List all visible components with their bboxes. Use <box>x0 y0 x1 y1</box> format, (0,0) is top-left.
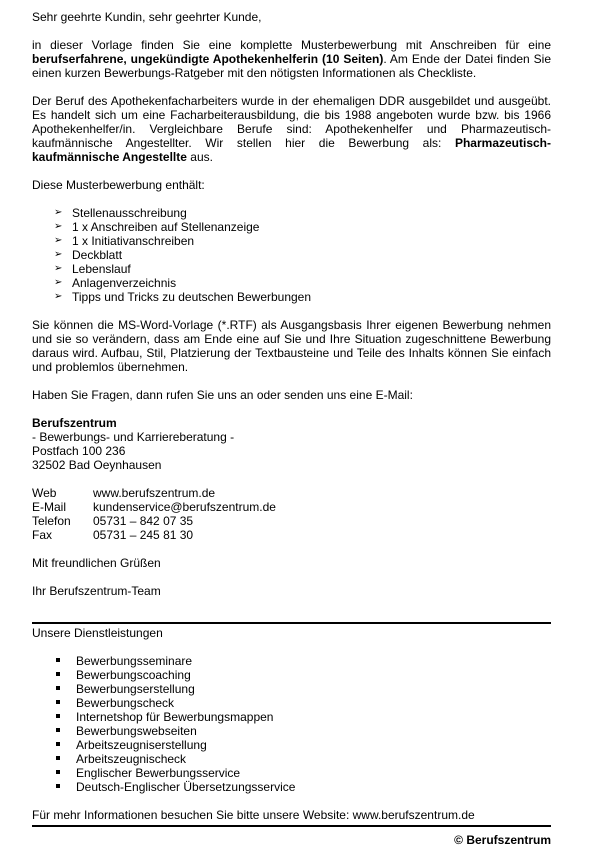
list-item: Bewerbungscheck <box>56 696 551 710</box>
services-heading: Unsere Dienstleistungen <box>32 626 163 640</box>
intro-paragraph <box>32 38 551 80</box>
contact-row-email: E-Mail kundenservice@berufszentrum.de <box>32 500 276 514</box>
list-item: Deutsch-Englischer Übersetzungsservice <box>56 780 551 794</box>
intro-text-1: in dieser Vorlage finden Sie eine komplette Musterbewerbung mit Anschreiben für eine <box>32 38 551 52</box>
square-bullet-icon <box>56 728 60 732</box>
company-subtitle: - Bewerbungs- und Karriereberatung - <box>32 430 235 444</box>
list-item: Englischer Bewerbungsservice <box>56 766 551 780</box>
square-bullet-icon <box>56 700 60 704</box>
questions-paragraph: Haben Sie Fragen, dann rufen Sie uns an oder senden uns eine E-Mail: <box>32 388 413 402</box>
square-bullet-icon <box>56 756 60 760</box>
intro-bold-1: berufserfahrene, ungekündigte Apothekenhelferin (10 Seiten) <box>32 52 384 66</box>
copyright: © Berufszentrum <box>454 833 551 847</box>
phone-number: 05731 – 842 07 35 <box>93 514 194 528</box>
profession-bold: Pharmazeutisch-kaufmännische Angestellte <box>32 136 551 164</box>
list-item: ➢ 1 x Initiativanschreiben <box>54 234 195 248</box>
square-bullet-icon <box>56 784 60 788</box>
square-bullet-icon <box>56 672 60 676</box>
arrowhead-bullet-icon: ➢ <box>54 221 63 232</box>
list-item: Arbeitszeugniserstellung <box>56 738 551 752</box>
square-bullet-icon <box>56 714 60 718</box>
services-list <box>32 654 551 794</box>
closing: Mit freundlichen Grüßen <box>32 556 161 570</box>
email-link[interactable]: kundenservice@berufszentrum.de <box>93 500 276 514</box>
list-item: Arbeitszeugnischeck <box>56 752 551 766</box>
arrowhead-bullet-icon: ➢ <box>54 291 63 302</box>
square-bullet-icon <box>56 742 60 746</box>
divider-top <box>32 622 551 624</box>
arrowhead-bullet-icon: ➢ <box>54 249 63 260</box>
profession-text-2: aus. <box>186 150 213 164</box>
list-item: ➢ Deckblatt <box>54 248 123 262</box>
arrowhead-bullet-icon: ➢ <box>54 207 63 218</box>
list-item: ➢ Tipps und Tricks zu deutschen Bewerbungen <box>54 290 312 304</box>
fax-number: 05731 – 245 81 30 <box>93 528 194 542</box>
list-item: Bewerbungsseminare <box>56 654 551 668</box>
profession-text-1: Der Beruf des Apothekenfacharbeiters wurde in der ehemaligen DDR ausgebildet und ausgeübt. Es handelt sich um eine Facharbeiterausbildung, die bis 1988 angeboten wurde bzw. bis 1966 Apothekenhelfer/in. Vergleichbare Berufe sind: Apothekenhelfer und Pharmazeutisch-kaufmännische Angestellter. Wir stellen hier die Bewerbung als: <box>32 94 551 150</box>
profession-paragraph <box>32 94 551 164</box>
usage-paragraph: Sie können die MS-Word-Vorlage (*.RTF) als Ausgangsbasis Ihrer eigenen Bewerbung nehmen und sie so verändern, dass am Ende eine auf Sie und Ihre Situation zugeschnittene Bewerbung daraus wird. Aufbau, Stil, Platzierung der Textbausteine und Teile des Inhalts können Sie einfach und problemlos übernehmen. <box>32 318 551 374</box>
document-page <box>32 10 551 847</box>
contact-row-web: Web www.berufszentrum.de <box>32 486 216 500</box>
web-link[interactable]: www.berufszentrum.de <box>93 486 216 500</box>
more-info: Für mehr Informationen besuchen Sie bitte unsere Website: www.berufszentrum.de <box>32 808 475 822</box>
list-item: ➢ Lebenslauf <box>54 262 131 276</box>
arrowhead-bullet-icon: ➢ <box>54 277 63 288</box>
arrowhead-bullet-icon: ➢ <box>54 263 63 274</box>
signature: Ihr Berufszentrum-Team <box>32 584 161 598</box>
contact-row-fax: Fax 05731 – 245 81 30 <box>32 528 194 542</box>
address-block <box>32 416 551 472</box>
contact-block <box>32 486 551 542</box>
square-bullet-icon <box>56 770 60 774</box>
list-item: ➢ Anlagenverzeichnis <box>54 276 177 290</box>
arrowhead-bullet-icon: ➢ <box>54 235 63 246</box>
list-item: ➢ Stellenausschreibung <box>54 206 187 220</box>
contact-row-phone: Telefon 05731 – 842 07 35 <box>32 514 194 528</box>
contents-list <box>32 206 551 304</box>
postbox: Postfach 100 236 <box>32 444 126 458</box>
contents-heading: Diese Musterbewerbung enthält: <box>32 178 205 192</box>
company-name: Berufszentrum <box>32 416 117 430</box>
city: 32502 Bad Oeynhausen <box>32 458 162 472</box>
list-item: Internetshop für Bewerbungsmappen <box>56 710 551 724</box>
square-bullet-icon <box>56 686 60 690</box>
intro-text-2: . Am Ende der Datei finden Sie einen kurzen Bewerbungs-Ratgeber mit den nötigsten Informationen als Checkliste. <box>32 52 551 80</box>
list-item: Bewerbungswebseiten <box>56 724 551 738</box>
list-item: Bewerbungscoaching <box>56 668 551 682</box>
salutation: Sehr geehrte Kundin, sehr geehrter Kunde, <box>32 10 262 24</box>
list-item: Bewerbungserstellung <box>56 682 551 696</box>
square-bullet-icon <box>56 658 60 662</box>
divider-bottom <box>32 825 551 827</box>
list-item: ➢ 1 x Anschreiben auf Stellenanzeige <box>54 220 260 234</box>
